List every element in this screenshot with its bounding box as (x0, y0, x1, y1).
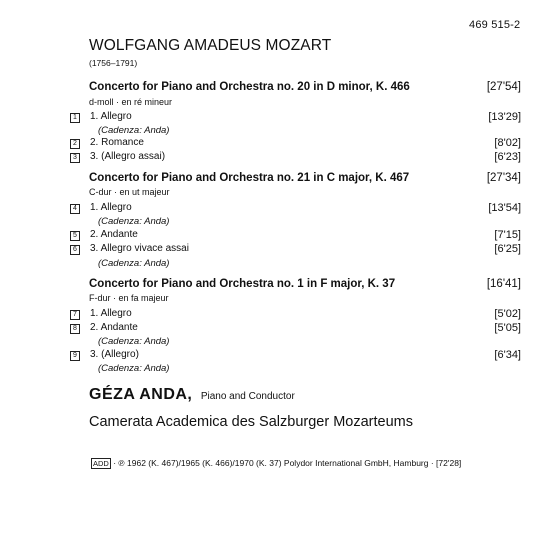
work-key-alt: d-moll · en ré mineur (89, 97, 173, 107)
track-cadenza: (Cadenza: Anda) (98, 258, 170, 269)
track-number: 7 (70, 310, 80, 320)
work-key-alt: F-dur · en fa majeur (89, 293, 169, 303)
track-number: 4 (70, 204, 80, 214)
catalog-number: 469 515-2 (469, 19, 521, 31)
track-duration: [6'23] (494, 151, 521, 163)
composer-dates: (1756–1791) (89, 58, 138, 68)
track-number: 5 (70, 231, 80, 241)
track-duration: [13'54] (488, 202, 521, 214)
track-number: 1 (70, 113, 80, 123)
track-cadenza: (Cadenza: Anda) (98, 336, 170, 347)
track-duration: [6'25] (494, 243, 521, 255)
track-title: 1. Allegro (90, 111, 132, 122)
copyright-line (91, 458, 461, 469)
track-cadenza: (Cadenza: Anda) (98, 125, 170, 136)
track-cadenza: (Cadenza: Anda) (98, 363, 170, 374)
track-cadenza: (Cadenza: Anda) (98, 216, 170, 227)
track-duration: [8'02] (494, 137, 521, 149)
track-title: 2. Andante (90, 322, 138, 333)
performer-role: Piano and Conductor (200, 391, 295, 402)
ensemble-name: Camerata Academica des Salzburger Mozarteums (89, 414, 413, 430)
work-title: Concerto for Piano and Orchestra no. 21 in C major, K. 467 (89, 172, 410, 184)
composer-name: WOLFGANG AMADEUS MOZART (89, 37, 332, 54)
track-number: 9 (70, 351, 80, 361)
track-title: 3. (Allegro assai) (90, 151, 166, 162)
track-number: 8 (70, 324, 80, 334)
track-duration: [13'29] (488, 111, 521, 123)
work-title: Concerto for Piano and Orchestra no. 1 in F major, K. 37 (89, 278, 396, 290)
work-duration: [27'34] (486, 172, 521, 184)
track-title: 1. Allegro (90, 308, 132, 319)
track-title: 1. Allegro (90, 202, 132, 213)
track-duration: [7'15] (494, 229, 521, 241)
track-title: 2. Romance (90, 137, 144, 148)
track-duration: [5'05] (494, 322, 521, 334)
track-number: 3 (70, 153, 80, 163)
track-duration: [5'02] (494, 308, 521, 320)
copyright-text: · ℗ 1962 (K. 467)/1965 (K. 466)/1970 (K. 37) Polydor International GmbH, Hamburg · [72'28] (113, 458, 462, 468)
work-key-alt: C-dur · en ut majeur (89, 187, 170, 197)
track-title: 3. (Allegro) (90, 349, 139, 360)
performer (89, 386, 295, 404)
work-duration: [27'54] (486, 81, 521, 93)
performer-name: GÉZA ANDA, (89, 386, 193, 403)
track-title: 3. Allegro vivace assai (90, 243, 189, 254)
track-number: 2 (70, 139, 80, 149)
track-duration: [6'34] (494, 349, 521, 361)
work-duration: [16'41] (486, 278, 521, 290)
track-title: 2. Andante (90, 229, 138, 240)
adds-code-badge: ADD (93, 459, 109, 468)
work-title: Concerto for Piano and Orchestra no. 20 in D minor, K. 466 (89, 81, 410, 93)
track-number: 6 (70, 245, 80, 255)
